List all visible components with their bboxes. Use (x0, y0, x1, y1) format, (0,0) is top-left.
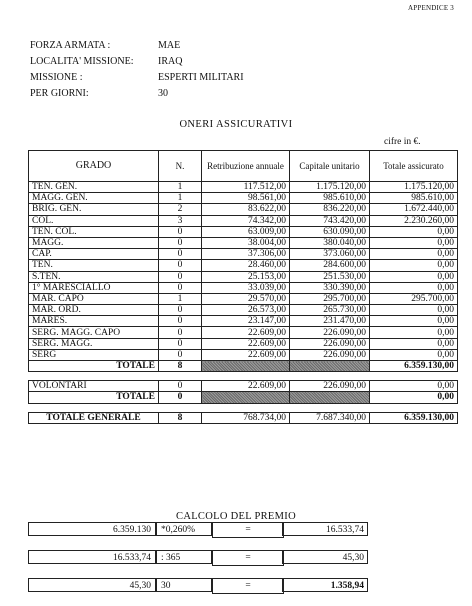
cell-grado: MAGG. (29, 237, 159, 248)
cell-retrib: 26.573,00 (202, 305, 290, 316)
cell-capitale: 284.600,00 (290, 260, 370, 271)
totale-generale-totale: 6.359.130,00 (370, 412, 458, 423)
document-title: ONERI ASSICURATIVI (179, 119, 293, 130)
table-row (29, 271, 458, 282)
table-row (29, 282, 458, 293)
cell-grado: MAGG. GEN. (29, 193, 159, 204)
table-row (29, 349, 458, 360)
totale-n: 8 (159, 361, 202, 372)
cell-n: 0 (159, 260, 202, 271)
meta-value: ESPERTI MILITARI (158, 72, 244, 83)
cell-capitale: 836.220,00 (290, 204, 370, 215)
totale-generale-capitale: 7.687.340,00 (290, 412, 370, 423)
cell-capitale: 743.420,00 (290, 215, 370, 226)
cell-capitale: 295.700,00 (290, 293, 370, 304)
cell-retrib: 33.039,00 (202, 282, 290, 293)
calc-operator: *0,260% (156, 522, 212, 536)
cell-capitale: 330.390,00 (290, 282, 370, 293)
volontari-row (29, 381, 458, 392)
cell-grado: 1° MARESCIALLO (29, 282, 159, 293)
totale-label: TOTALE (29, 392, 159, 403)
cell-n: 0 (159, 316, 202, 327)
meta-value: 30 (158, 88, 168, 99)
header-n: N. (159, 151, 202, 182)
table-row (29, 215, 458, 226)
cell-grado: SERG (29, 349, 159, 360)
calc-row (28, 578, 368, 592)
cell-grado: BRIG. GEN. (29, 204, 159, 215)
cell-capitale: 380.040,00 (290, 237, 370, 248)
meta-label: FORZA ARMATA : (30, 40, 111, 51)
cell-retrib: 117.512,00 (202, 182, 290, 193)
cell-retrib: 22.609,00 (202, 338, 290, 349)
meta-row (30, 54, 244, 70)
table-row (29, 293, 458, 304)
header-grado: GRADO (29, 151, 159, 182)
calc-value: 6.359.130 (28, 522, 156, 536)
cell-grado: CAP. (29, 249, 159, 260)
table-row (29, 182, 458, 193)
cell-capitale: 226.090,00 (290, 338, 370, 349)
cell-n: 0 (159, 249, 202, 260)
cell-grado: COL. (29, 215, 159, 226)
cell-totale: 0,00 (370, 282, 458, 293)
volontari-grado: VOLONTARI (29, 381, 159, 392)
table-row (29, 249, 458, 260)
totale-generale-label: TOTALE GENERALE (29, 412, 159, 423)
cell-retrib: 29.570,00 (202, 293, 290, 304)
cell-capitale: 265.730,00 (290, 305, 370, 316)
cell-n: 3 (159, 215, 202, 226)
cell-grado: TEN. COL. (29, 226, 159, 237)
cell-totale: 0,00 (370, 327, 458, 338)
cell-retrib: 25.153,00 (202, 271, 290, 282)
currency-note: cifre in €. (384, 137, 421, 147)
table-row (29, 316, 458, 327)
cell-n: 1 (159, 293, 202, 304)
table-row (29, 305, 458, 316)
meta-label: MISSIONE : (30, 72, 83, 83)
calc-result: 1.358,94 (282, 578, 368, 592)
cell-capitale: 226.090,00 (290, 327, 370, 338)
cell-retrib: 38.004,00 (202, 237, 290, 248)
cell-retrib: 63.009,00 (202, 226, 290, 237)
meta-row (30, 86, 244, 102)
totale-row (29, 361, 458, 372)
meta-row (30, 70, 244, 86)
table-row (29, 204, 458, 215)
cell-capitale: 226.090,00 (290, 349, 370, 360)
cell-totale: 0,00 (370, 271, 458, 282)
shaded-cell (290, 392, 370, 403)
shaded-cell (202, 361, 290, 372)
cell-capitale: 373.060,00 (290, 249, 370, 260)
cell-grado: S.TEN. (29, 271, 159, 282)
table-row (29, 327, 458, 338)
calc-result: 16.533,74 (282, 522, 368, 536)
cell-n: 0 (159, 327, 202, 338)
calc-title: CALCOLO DEL PREMIO (176, 511, 296, 522)
calc-row (28, 550, 368, 564)
cell-n: 0 (159, 305, 202, 316)
calc-equals: = (212, 522, 284, 538)
table-header-row (29, 151, 458, 182)
totale-value: 6.359.130,00 (370, 361, 458, 372)
cell-n: 2 (159, 204, 202, 215)
cell-capitale: 630.090,00 (290, 226, 370, 237)
totale-generale-retrib: 768.734,00 (202, 412, 290, 423)
cell-capitale: 985.610,00 (290, 193, 370, 204)
table-row (29, 193, 458, 204)
insurance-table (28, 150, 458, 424)
cell-retrib: 98.561,00 (202, 193, 290, 204)
cell-totale: 0,00 (370, 226, 458, 237)
shaded-cell (290, 361, 370, 372)
calc-equals: = (212, 550, 284, 566)
meta-row (30, 38, 244, 54)
cell-totale: 2.230.260,00 (370, 215, 458, 226)
cell-grado: MARES. (29, 316, 159, 327)
calc-value: 16.533,74 (28, 550, 156, 564)
table-row (29, 338, 458, 349)
cell-totale: 0,00 (370, 260, 458, 271)
cell-n: 0 (159, 282, 202, 293)
totale-n: 0 (159, 392, 202, 403)
cell-retrib: 22.609,00 (202, 327, 290, 338)
table-body (29, 182, 458, 361)
calc-value: 45,30 (28, 578, 156, 592)
totale-generale-row (29, 412, 458, 423)
header-retribuzione: Retribuzione annuale (202, 151, 290, 182)
cell-retrib: 37.306,00 (202, 249, 290, 260)
cell-retrib: 23.147,00 (202, 316, 290, 327)
spacer-row (29, 403, 458, 412)
cell-totale: 0,00 (370, 305, 458, 316)
cell-totale: 0,00 (370, 249, 458, 260)
cell-retrib: 83.622,00 (202, 204, 290, 215)
cell-capitale: 1.175.120,00 (290, 182, 370, 193)
cell-n: 0 (159, 349, 202, 360)
calc-operator: : 365 (156, 550, 212, 564)
cell-grado: MAR. CAPO (29, 293, 159, 304)
cell-retrib: 28.460,00 (202, 260, 290, 271)
calc-operator: 30 (156, 578, 212, 592)
volontari-retrib: 22.609,00 (202, 381, 290, 392)
meta-label: LOCALITA' MISSIONE: (30, 56, 134, 67)
totale-label: TOTALE (29, 361, 159, 372)
table-row (29, 237, 458, 248)
calc-equals: = (212, 578, 284, 594)
appendix-label: APPENDICE 3 (408, 4, 454, 12)
volontari-capitale: 226.090,00 (290, 381, 370, 392)
cell-grado: TEN. (29, 260, 159, 271)
cell-grado: MAR. ORD. (29, 305, 159, 316)
cell-n: 1 (159, 193, 202, 204)
cell-totale: 985.610,00 (370, 193, 458, 204)
volontari-n: 0 (159, 381, 202, 392)
shaded-cell (202, 392, 290, 403)
cell-retrib: 74.342,00 (202, 215, 290, 226)
cell-totale: 1.175.120,00 (370, 182, 458, 193)
cell-grado: TEN. GEN. (29, 182, 159, 193)
totale-value: 0,00 (370, 392, 458, 403)
cell-n: 0 (159, 271, 202, 282)
totale-generale-n: 8 (159, 412, 202, 423)
mission-info (30, 38, 244, 102)
meta-value: IRAQ (158, 56, 183, 67)
cell-n: 0 (159, 237, 202, 248)
calc-row (28, 522, 368, 536)
cell-grado: SERG. MAGG. CAPO (29, 327, 159, 338)
cell-n: 0 (159, 338, 202, 349)
table-row (29, 226, 458, 237)
table-row (29, 260, 458, 271)
cell-capitale: 231.470,00 (290, 316, 370, 327)
header-capitale: Capitale unitario (290, 151, 370, 182)
cell-totale: 0,00 (370, 349, 458, 360)
totale-row-2 (29, 392, 458, 403)
cell-n: 1 (159, 182, 202, 193)
cell-totale: 0,00 (370, 338, 458, 349)
cell-grado: SERG. MAGG. (29, 338, 159, 349)
cell-totale: 0,00 (370, 316, 458, 327)
cell-totale: 295.700,00 (370, 293, 458, 304)
cell-n: 0 (159, 226, 202, 237)
cell-totale: 1.672.440,00 (370, 204, 458, 215)
meta-label: PER GIORNI: (30, 88, 89, 99)
spacer-row (29, 372, 458, 381)
cell-retrib: 22.609,00 (202, 349, 290, 360)
calc-result: 45,30 (282, 550, 368, 564)
volontari-totale: 0,00 (370, 381, 458, 392)
meta-value: MAE (158, 40, 181, 51)
header-totale: Totale assicurato (370, 151, 458, 182)
cell-capitale: 251.530,00 (290, 271, 370, 282)
cell-totale: 0,00 (370, 237, 458, 248)
